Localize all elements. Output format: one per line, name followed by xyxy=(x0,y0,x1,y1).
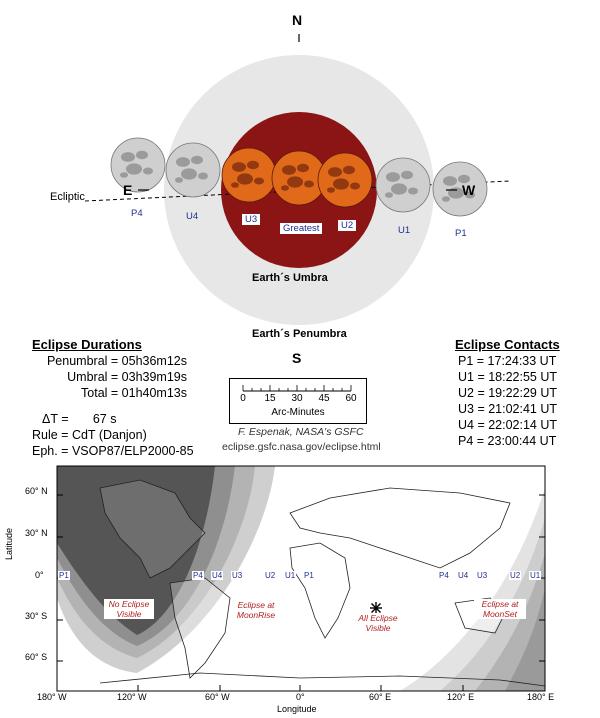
moon-p1 xyxy=(433,162,487,216)
east-label: E xyxy=(123,182,133,198)
map-contact-label: P1 xyxy=(59,571,69,580)
contact-u2: U2 = 19:22:29 UT xyxy=(458,386,558,400)
moon-p4 xyxy=(111,138,165,192)
visibility-map xyxy=(0,458,600,718)
scale-tick-label: 45 xyxy=(318,393,330,404)
delta-t: ΔT = 67 s xyxy=(42,412,117,426)
map-contact-label: P4 xyxy=(193,571,203,580)
region-moonrise-line2: MoonRise xyxy=(236,610,276,620)
ecliptic-label: Ecliptic xyxy=(50,191,85,203)
map-contact-label: P4 xyxy=(439,571,449,580)
contact-p1: P1 = 17:24:33 UT xyxy=(458,354,557,368)
lat-tick-30s: 30° S xyxy=(25,611,48,621)
region-all-visible-line2: Visible xyxy=(365,623,391,633)
map-contact-label: U2 xyxy=(510,571,521,580)
moon-u1 xyxy=(376,158,430,212)
region-moonset-line2: MoonSet xyxy=(482,609,518,619)
scale-unit: Arc-Minutes xyxy=(271,407,325,418)
map-contact-label: U1 xyxy=(530,571,541,580)
moon-u2 xyxy=(318,153,372,207)
penumbra-label: Earth´s Penumbra xyxy=(252,328,347,340)
map-contact-label: U4 xyxy=(458,571,469,580)
lon-tick-120w: 120° W xyxy=(117,692,147,702)
map-contact-label: U3 xyxy=(232,571,243,580)
moon-label-p4: P4 xyxy=(131,208,143,219)
moon-label-u4: U4 xyxy=(186,211,199,222)
map-contact-label: U4 xyxy=(212,571,223,580)
moon-u3 xyxy=(222,148,276,202)
moon-u4 xyxy=(166,143,220,197)
duration-umbral: Umbral = 03h39m19s xyxy=(67,370,187,384)
west-label: W xyxy=(462,182,476,198)
region-no-eclipse-line1: No Eclipse xyxy=(108,599,150,609)
lon-tick-180e: 180° E xyxy=(527,692,555,702)
moon-label-u2: U2 xyxy=(338,220,356,231)
region-moonrise-line1: Eclipse at xyxy=(237,600,275,610)
scale-tick-label: 0 xyxy=(240,393,246,404)
lon-tick-120e: 120° E xyxy=(447,692,475,702)
lat-tick-60n: 60° N xyxy=(25,486,48,496)
map-contact-label: P1 xyxy=(304,571,314,580)
rule-text: Rule = CdT (Danjon) xyxy=(32,428,147,442)
region-all-visible xyxy=(353,613,403,633)
scale-tick-label: 60 xyxy=(345,393,357,404)
credit-author: F. Espenak, NASA's GSFC xyxy=(238,426,364,438)
moon-label-u1: U1 xyxy=(398,225,411,236)
contact-p4: P4 = 23:00:44 UT xyxy=(458,434,557,448)
contacts-heading: Eclipse Contacts xyxy=(455,337,560,352)
contact-u3: U3 = 21:02:41 UT xyxy=(458,402,558,416)
duration-penumbral: Penumbral = 05h36m12s xyxy=(46,354,187,368)
lat-tick-60s: 60° S xyxy=(25,652,48,662)
durations-heading: Eclipse Durations xyxy=(32,337,142,352)
region-all-visible-line1: All Eclipse xyxy=(358,613,398,623)
lon-tick-0: 0° xyxy=(296,692,305,702)
lat-tick-30n: 30° N xyxy=(25,528,48,538)
ephemeris-text: Eph. = VSOP87/ELP2000-85 xyxy=(32,444,194,458)
duration-total: Total = 01h40m13s xyxy=(81,386,187,400)
scale-tick-label: 30 xyxy=(291,393,303,404)
credit-site: eclipse.gsfc.nasa.gov/eclipse.html xyxy=(222,441,381,453)
map-contact-label: U2 xyxy=(265,571,276,580)
latitude-label: Latitude xyxy=(4,527,14,560)
lat-tick-0: 0° xyxy=(35,570,44,580)
map-contact-label: U3 xyxy=(477,571,488,580)
longitude-label: Longitude xyxy=(277,704,317,714)
map-contact-label: U1 xyxy=(285,571,296,580)
contact-u1: U1 = 18:22:55 UT xyxy=(458,370,558,384)
region-moonset xyxy=(474,599,526,619)
moon-label-u3: U3 xyxy=(242,214,260,225)
moon-label-p1: P1 xyxy=(455,228,467,239)
lon-tick-60w: 60° W xyxy=(205,692,230,702)
region-moonrise xyxy=(232,600,280,620)
lon-tick-180w: 180° W xyxy=(37,692,67,702)
umbra-label: Earth´s Umbra xyxy=(252,272,328,284)
north-label: N xyxy=(292,12,303,28)
scale-tick-label: 15 xyxy=(264,393,276,404)
region-no-eclipse-line2: Visible xyxy=(116,609,142,619)
arcminute-scale xyxy=(229,378,367,424)
lon-tick-60e: 60° E xyxy=(369,692,392,702)
south-label: S xyxy=(292,350,302,366)
moon-label-greatest: Greatest xyxy=(280,223,322,234)
contact-u4: U4 = 22:02:14 UT xyxy=(458,418,558,432)
region-moonset-line1: Eclipse at xyxy=(481,599,519,609)
region-no-eclipse xyxy=(104,599,154,619)
